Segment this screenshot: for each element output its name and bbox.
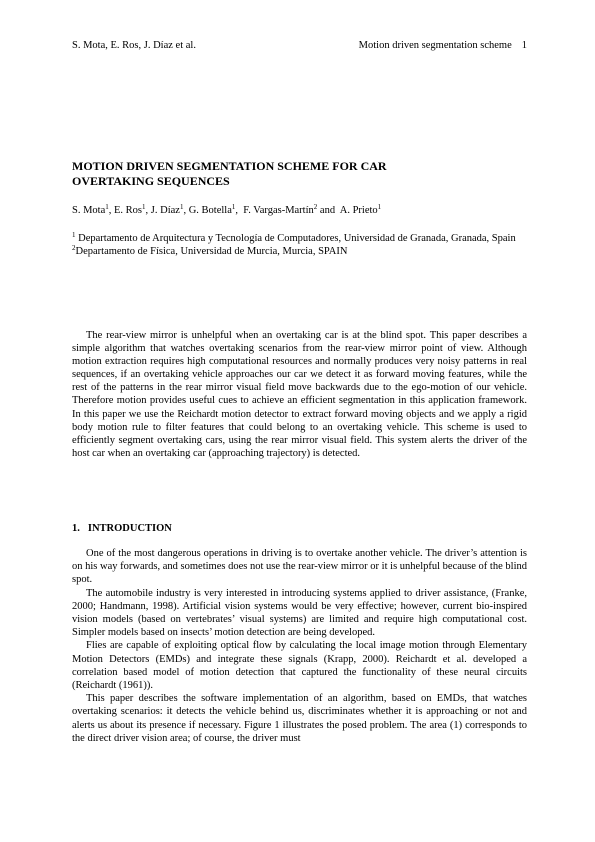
abstract: The rear-view mirror is unhelpful when an overtaking car is at the blind spot. This paper describes a simple algorithm that watches overtaking scenarios from the rear-view mirror point of view. Although motion extraction requires high computational resources and normally produces very noisy patterns in real sequences, if an overtaking vehicle approaches our car we detect it as forward moving features, while the rest of the patterns in the rear mirror visual field move backwards due to the ego-motion of our vehicle. Therefore motion provides useful cues to achieve an efficient segmentation in this application framework. In this paper we use the Reichardt motion detector to extract forward moving objects and we apply a rigid body motion rule to filter features that could belong to an overtaking vehicle. This scheme is used to efficiently segment overtaking cars, using the rear mirror visual field. This system alerts the driver of the host car when an overtaking car (approaching trajectory) is detected.	[72, 330, 527, 459]
affiliations	[72, 232, 527, 258]
paper-title-line-2: OVERTAKING SEQUENCES	[72, 174, 230, 188]
author	[340, 205, 381, 216]
author-separator: ,	[108, 205, 115, 216]
introduction-body	[72, 547, 527, 745]
author-separator: ,	[235, 205, 244, 216]
header-authors: S. Mota, E. Ros, J. Díaz et al.	[72, 40, 196, 51]
paragraph: The automobile industry is very interested in introducing systems applied to driver assistance, (Franke, 2000; Handmann, 1998). Artificial vision systems would be very effective; however, current bio-inspired vision models (based on vertebrates’ visual systems) are limited and require high computational cost. Simpler models based on insects’ motion detection are being developed.	[72, 587, 527, 639]
author	[151, 205, 189, 216]
header-right	[359, 39, 527, 53]
author-affiliation-mark: 1	[105, 203, 109, 211]
author-name: S. Mota	[72, 205, 106, 216]
affiliation-number: 1	[72, 231, 76, 239]
paragraph: This paper describes the software implementation of an algorithm, based on EMDs, that watches overtaking scenarios: it detects the vehicle behind us, discriminates whether it is approaching or not and alerts us about its presence if necessary. Figure 1 illustrates the posed problem. The area (1) corresponds to the direct driver vision area; of course, the driver must	[72, 693, 527, 744]
author-separator: ,	[183, 205, 189, 216]
section-number: 1.	[72, 523, 80, 534]
author-separator: ,	[145, 205, 151, 216]
author-name: J. Díaz	[150, 205, 180, 216]
author-affiliation-mark: 1	[377, 203, 382, 211]
paper-title-line-1: MOTION DRIVEN SEGMENTATION SCHEME FOR CAR	[72, 159, 387, 173]
author	[72, 205, 114, 216]
author-affiliation-mark: 2	[313, 203, 318, 211]
affiliation-number: 2	[72, 244, 76, 252]
author-list	[72, 204, 527, 218]
page-number: 1	[521, 40, 527, 51]
author-name: G. Botella	[188, 205, 232, 216]
author-affiliation-mark: 1	[179, 203, 184, 211]
affiliation	[72, 245, 527, 258]
author-name: A. Prieto	[339, 205, 378, 216]
section-heading	[72, 522, 172, 536]
affiliation-text: Departamento de Física, Universidad de Murcia, Murcia, SPAIN	[75, 246, 348, 257]
author-affiliation-mark: 1	[231, 203, 236, 211]
author-name: E. Ros	[114, 205, 143, 216]
author-affiliation-mark: 1	[142, 203, 146, 211]
header-running-title: Motion driven segmentation scheme	[358, 40, 512, 51]
author-name: F. Vargas-Martín	[243, 205, 314, 216]
author	[114, 205, 151, 216]
author	[189, 205, 244, 216]
affiliation-text: Departamento de Arquitectura y Tecnología de Computadores, Universidad de Granada, Granada, Spain	[75, 233, 516, 244]
author	[243, 205, 340, 216]
section-title: INTRODUCTION	[87, 523, 172, 534]
paragraph: Flies are capable of exploiting optical flow by calculating the local image motion through Elementary Motion Detectors (EMDs) and integrate these signals (Krapp, 2000). Reichardt et al. developed a correlation based model of motion detection that captured the functionality of these neural circuits (Reichardt (1961)).	[72, 640, 527, 692]
author-separator: and	[317, 205, 340, 216]
paper-title	[72, 159, 512, 189]
affiliation	[72, 232, 527, 245]
running-header	[72, 39, 527, 53]
paragraph: One of the most dangerous operations in driving is to overtake another vehicle. The driver’s attention is on his way forwards, and sometimes does not use the rear-view mirror or it is unhelpful because of the blind spot.	[72, 548, 527, 586]
